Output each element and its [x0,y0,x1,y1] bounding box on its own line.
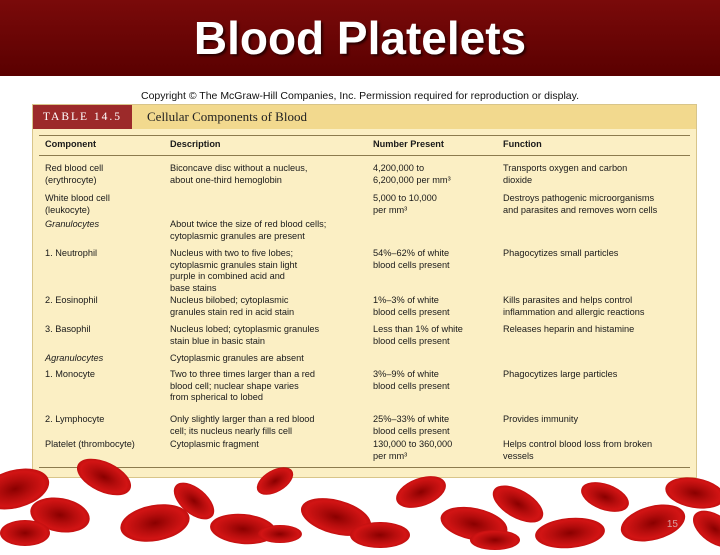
slide-title: Blood Platelets [193,12,527,64]
cell-description: Two to three times larger than a red [170,369,316,379]
copyright-notice: Copyright © The McGraw-Hill Companies, Inc. Permission required for reproduction or display. [140,90,580,102]
red-blood-cell-decoration [0,520,50,546]
cell-description: blood cell; nuclear shape varies [170,380,299,391]
cell-component: 1. Monocyte [45,369,96,379]
cell-description: Cytoplasmic granules are absent [170,353,304,363]
cell-number: 54%–62% of white [373,248,450,258]
cell-function: inflammation and allergic reactions [503,306,645,317]
column-header-component: Component [45,139,97,149]
cell-description: Only slightly larger than a red blood [170,414,315,424]
cell-number: blood cells present [373,425,450,436]
cell-description: Biconcave disc without a nucleus, [170,163,308,173]
red-blood-cell-decoration [577,476,633,518]
cell-number: 130,000 to 360,000 [373,439,453,449]
cell-function: vessels [503,450,534,461]
cell-description: granules stain red in acid stain [170,306,295,317]
cell-component: White blood cell [45,193,110,203]
cell-number: 6,200,000 per mm³ [373,174,451,185]
cell-function: Provides immunity [503,414,579,424]
cell-description: purple in combined acid and [170,271,285,281]
red-blood-cell-decoration [350,522,410,548]
cell-function: Releases heparin and histamine [503,324,635,334]
cell-description: Cytoplasmic fragment [170,439,259,449]
cell-number: blood cells present [373,259,450,270]
table-caption: Cellular Components of Blood [147,109,307,124]
cell-component: Red blood cell [45,163,104,173]
cell-number: Less than 1% of white [373,324,463,334]
cell-description: from spherical to lobed [170,392,263,402]
table-header-band [33,105,696,129]
cell-number: per mm³ [373,204,408,215]
cell-function: Destroys pathogenic microorganisms [503,193,655,203]
cell-component: 2. Lymphocyte [45,414,105,424]
red-blood-cell-decoration [534,515,606,551]
cell-function: and parasites and removes worn cells [503,204,658,215]
cell-number: 1%–3% of white [373,295,439,305]
cell-function: Phagocytizes large particles [503,369,618,379]
red-blood-cell-decoration [686,503,720,555]
cell-component: 3. Basophil [45,324,91,334]
table-number-tag: TABLE 14.5 [33,105,132,129]
cell-number: 25%–33% of white [373,414,450,424]
header-rule [39,155,690,156]
cell-number: blood cells present [373,335,450,346]
cell-number: per mm³ [373,450,408,461]
cell-function: dioxide [503,174,533,185]
cell-component: Granulocytes [45,219,100,229]
blood-components-table [32,104,697,478]
title-bar [0,0,720,76]
cell-number: 4,200,000 to [373,163,425,173]
red-blood-cell-decoration [258,525,302,543]
column-header-number: Number Present [373,139,444,149]
red-blood-cell-decoration [470,530,520,550]
cell-component: Platelet (thrombocyte) [45,439,135,449]
cell-description: About twice the size of red blood cells; [170,219,327,229]
cell-description: cytoplasmic granules are present [170,230,305,241]
cell-description: cytoplasmic granules stain light [170,259,298,270]
cell-number: blood cells present [373,306,450,317]
cell-number: blood cells present [373,380,450,391]
cell-description: about one-third hemoglobin [170,174,282,185]
cell-number: 3%–9% of white [373,369,439,379]
page-number: 15 [666,519,678,530]
column-headers [33,137,696,153]
cell-component: (erythrocyte) [45,174,97,185]
cell-function: Transports oxygen and carbon [503,163,628,173]
cell-description: Nucleus bilobed; cytoplasmic [170,295,289,305]
cell-function: Helps control blood loss from broken [503,439,653,449]
cell-description: stain blue in basic stain [170,335,265,346]
cell-component: Agranulocytes [45,353,104,363]
cell-description: Nucleus with two to five lobes; [170,248,294,258]
column-header-function: Function [503,139,542,149]
cell-number: 5,000 to 10,000 [373,193,437,203]
cell-function: Phagocytizes small particles [503,248,619,258]
cell-description: Nucleus lobed; cytoplasmic granules [170,324,320,334]
cell-function: Kills parasites and helps control [503,295,633,305]
cell-component: 2. Eosinophil [45,295,98,305]
column-header-description: Description [170,139,221,149]
cell-component: (leukocyte) [45,204,90,215]
top-rule [39,135,690,136]
cell-description: cell; its nucleus nearly fills cell [170,425,293,436]
cell-component: 1. Neutrophil [45,248,98,258]
cell-description: base stains [170,282,217,293]
bottom-rule [39,467,690,468]
